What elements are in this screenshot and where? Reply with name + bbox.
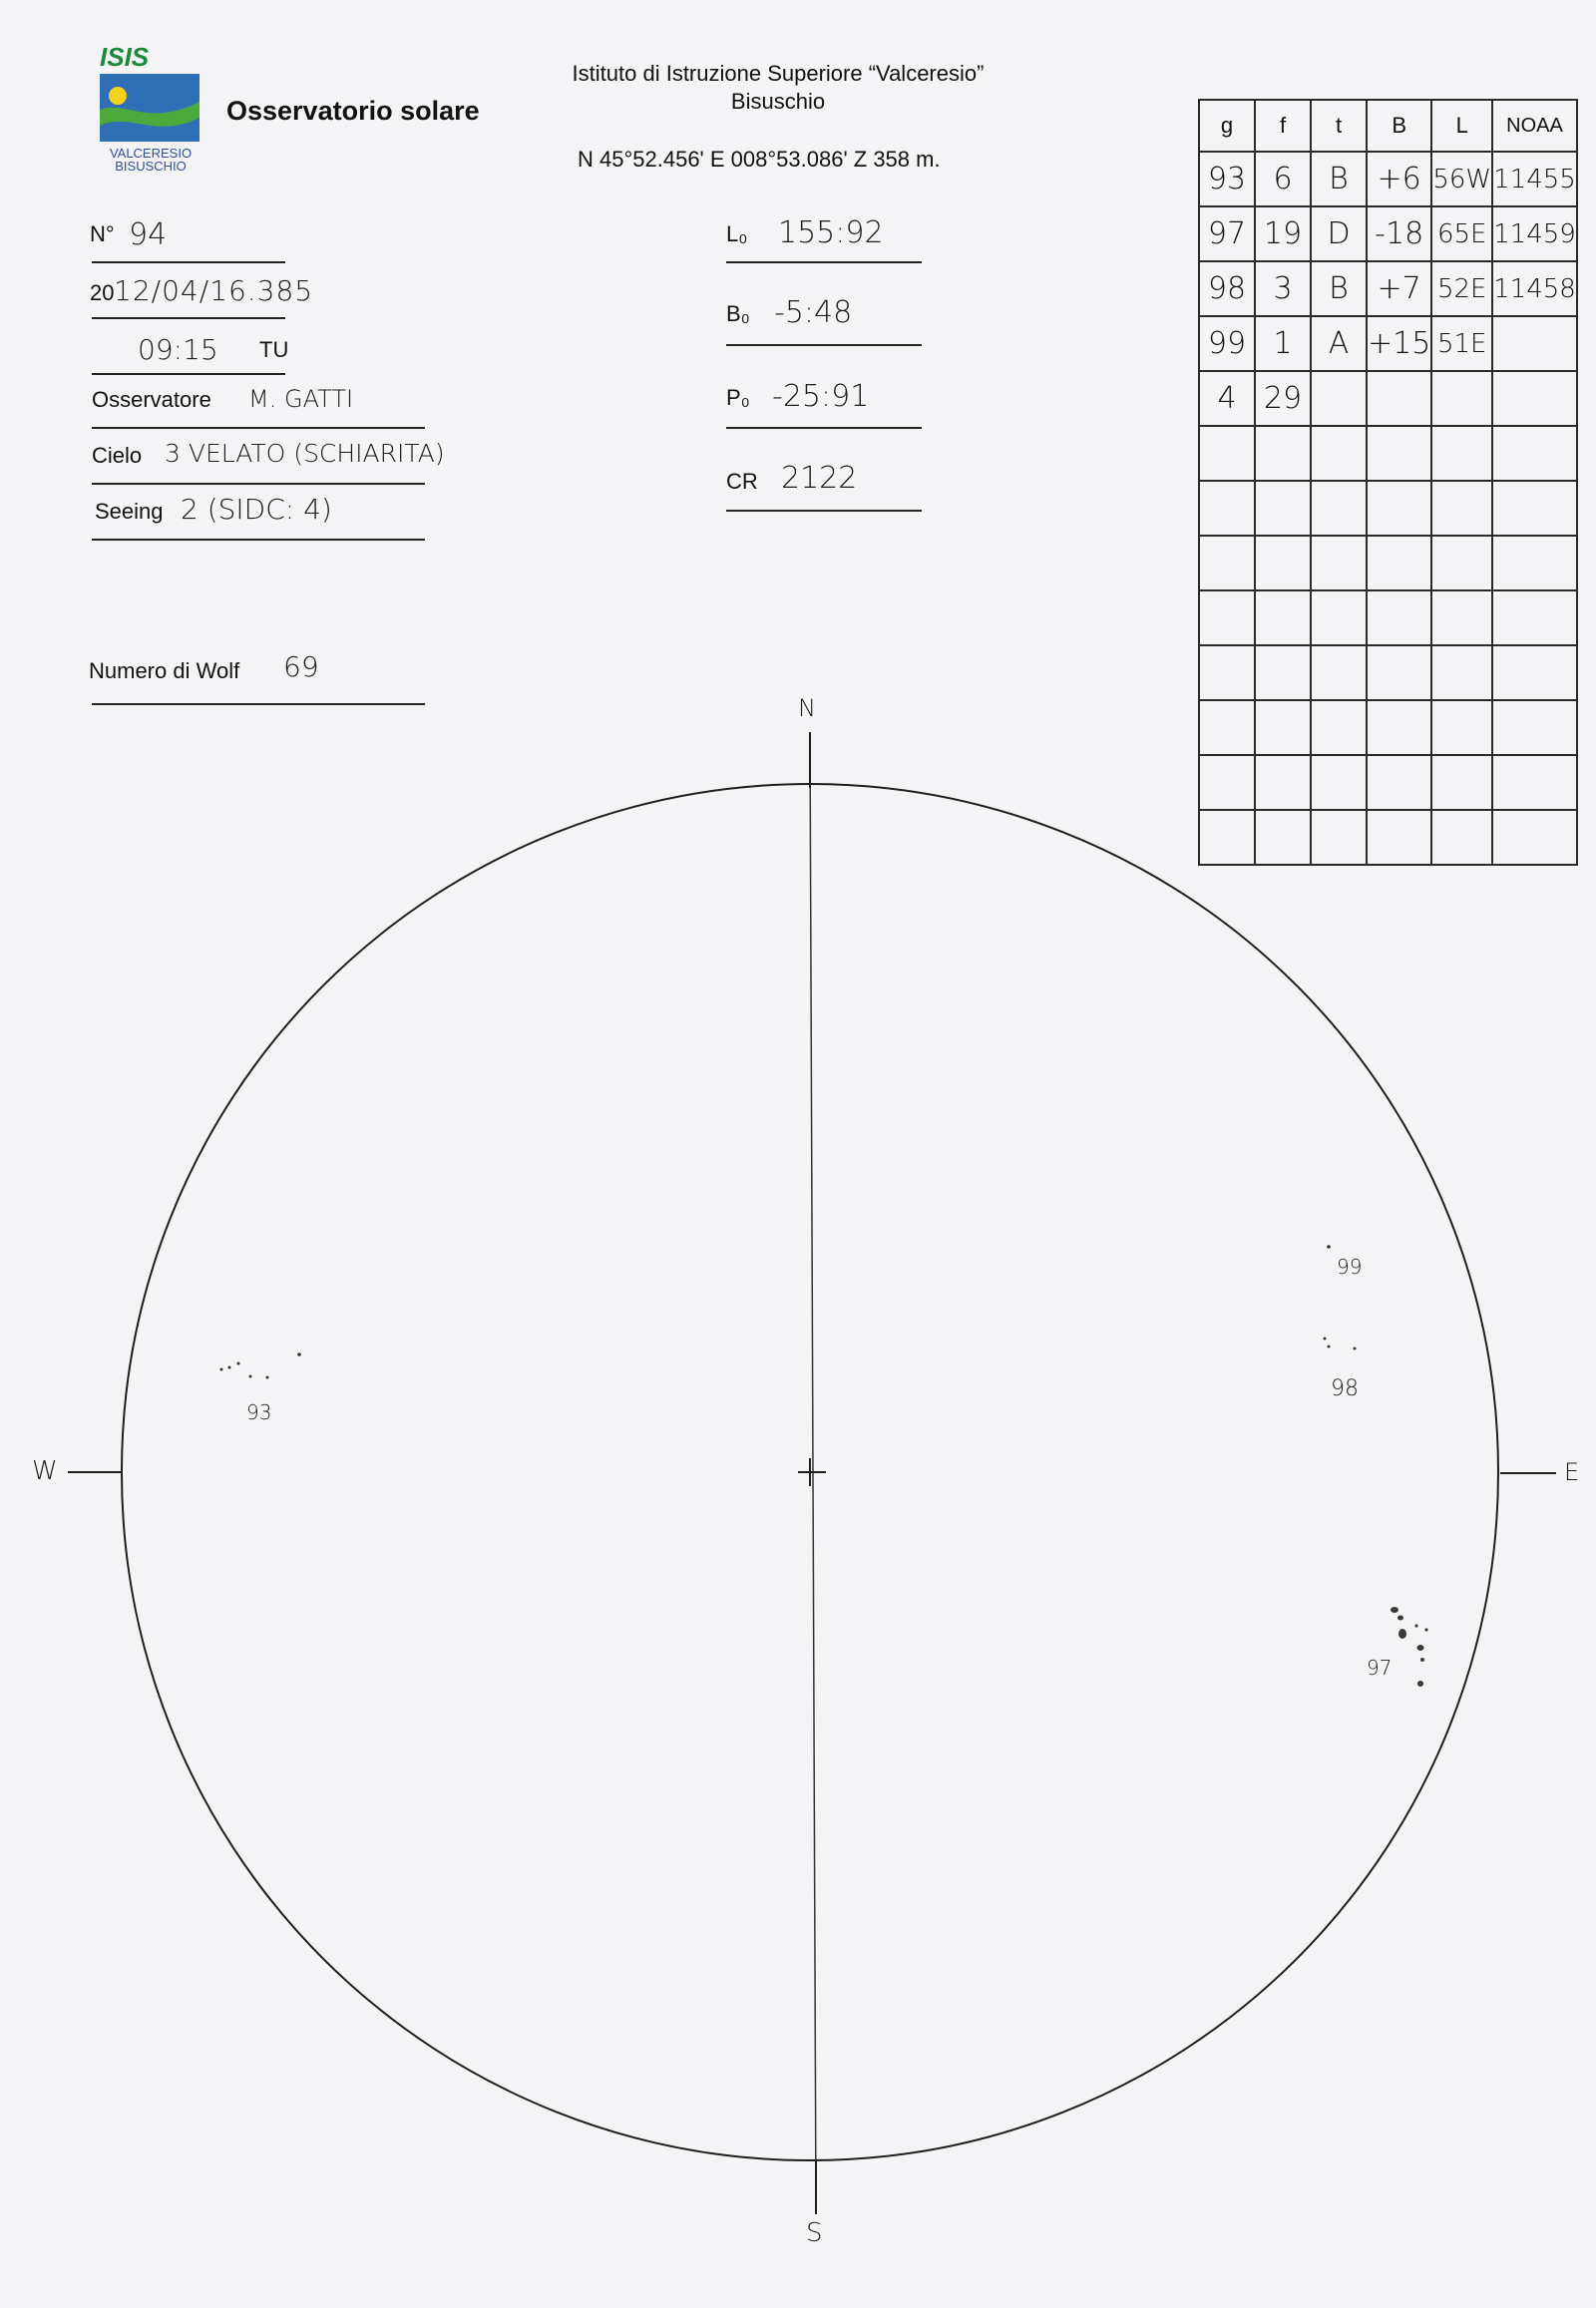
column-header-f: f: [1255, 100, 1311, 152]
sunspot-group-93: [220, 1352, 301, 1378]
b0-value: -5:48: [774, 295, 853, 330]
column-header-t: t: [1311, 100, 1367, 152]
b0-label: B₀: [726, 301, 750, 326]
column-header-b: B: [1367, 100, 1431, 152]
l0-value: 155:92: [778, 215, 884, 250]
disk-center-cross-v: [809, 1458, 811, 1486]
sky-label: Cielo: [92, 443, 143, 468]
l0-label: L₀: [726, 221, 748, 246]
cell-f: 19: [1255, 206, 1311, 261]
wolf-label: Numero di Wolf: [89, 658, 240, 683]
p0-label: P₀: [726, 385, 750, 410]
group-label-93: 93: [246, 1400, 272, 1424]
column-header-noaa: NOAA: [1492, 100, 1577, 152]
sky-value: 3 VELATO (SCHIARITA): [165, 439, 445, 468]
cell-f: 1: [1255, 316, 1311, 371]
observatory-coordinates: N 45°52.456' E 008°53.086' Z 358 m.: [578, 147, 941, 172]
cell-noaa: 11459: [1492, 206, 1577, 261]
institute-line-1: Istituto di Istruzione Superiore “Valceresio”: [572, 61, 985, 86]
cell-noaa: 11455: [1492, 152, 1577, 206]
cell-g: 98: [1199, 261, 1255, 316]
cell-g: 97: [1199, 206, 1255, 261]
east-label: E: [1564, 1458, 1580, 1486]
wolf-value: 69: [283, 650, 319, 683]
p0-value: -25:91: [772, 379, 870, 414]
logo-caption-2: BISUSCHIO: [115, 159, 187, 174]
group-label-97: 97: [1367, 1656, 1393, 1680]
time-unit: TU: [259, 337, 289, 362]
observer-label: Osservatore: [92, 387, 211, 412]
cell-f: 3: [1255, 261, 1311, 316]
cell-l: 65E: [1431, 206, 1492, 261]
observer-value: M. GATTI: [248, 385, 354, 413]
seeing-label: Seeing: [95, 499, 164, 524]
column-header-l: L: [1431, 100, 1492, 152]
west-label: W: [32, 1456, 58, 1486]
south-label: S: [806, 2218, 823, 2248]
cell-noaa: 11458: [1492, 261, 1577, 316]
cr-label: CR: [726, 469, 758, 494]
cell-b: +7: [1367, 261, 1431, 316]
cell-f: 6: [1255, 152, 1311, 206]
cell-b: +15: [1367, 316, 1431, 371]
date-prefix: 20: [90, 280, 115, 305]
cell-b: -18: [1367, 206, 1431, 261]
cell-g: 93: [1199, 152, 1255, 206]
number-label: N°: [90, 221, 115, 246]
cell-l: 51E: [1431, 316, 1492, 371]
group-label-99: 99: [1337, 1255, 1363, 1279]
cell-t: A: [1311, 316, 1367, 371]
column-header-g: g: [1199, 100, 1255, 152]
number-value: 94: [129, 217, 168, 252]
cell-g: 99: [1199, 316, 1255, 371]
cell-l: 56W: [1431, 152, 1492, 206]
logo-wordmark: ISIS: [100, 44, 150, 72]
time-value: 09:15: [138, 333, 218, 366]
cell-t: B: [1311, 152, 1367, 206]
cell-b: +6: [1367, 152, 1431, 206]
logo-caption-1: VALCERESIO: [109, 146, 193, 161]
cell-l: 52E: [1431, 261, 1492, 316]
cell-t: B: [1311, 261, 1367, 316]
date-value: 12/04/16.385: [114, 274, 314, 307]
cell-f: 29: [1255, 371, 1311, 426]
institute-line-2: Bisuschio: [730, 89, 826, 114]
sunspot-group-99: [1327, 1245, 1331, 1249]
sunspot-group-98: [1324, 1338, 1357, 1350]
cr-value: 2122: [781, 461, 858, 496]
cell-g: 4: [1199, 371, 1255, 426]
cell-t: D: [1311, 206, 1367, 261]
seeing-value: 2 (SIDC: 4): [181, 493, 332, 526]
sunspot-group-97: [1391, 1607, 1428, 1687]
page-title: Osservatorio solare: [226, 96, 480, 126]
north-label: N: [798, 694, 816, 722]
group-label-98: 98: [1331, 1376, 1359, 1401]
